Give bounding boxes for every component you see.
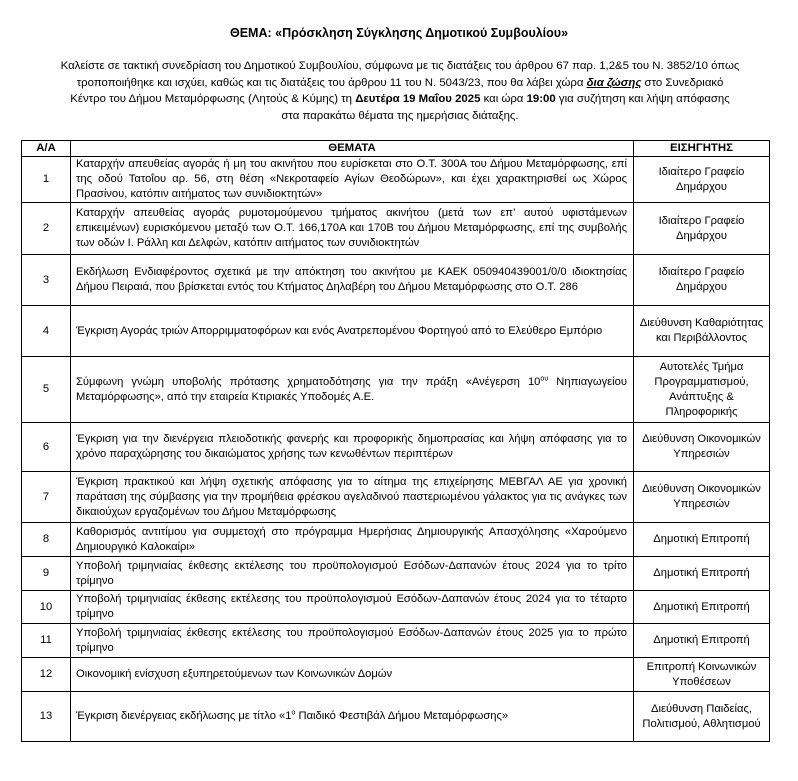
agenda-row: [22, 472, 770, 523]
agenda-item-reporter: Διεύθυνση Οικονομικών Υπηρεσιών: [634, 423, 770, 472]
agenda-item-topic: Έγκριση για την διενέργεια πλειοδοτικής φανερής και προφορικής δημοπρασίας και λήψη απόφασης για το χρόνο παραχώρησης του δικαιώματος χρήσης των κενωθέντων περιπτέρων: [71, 423, 634, 472]
agenda-item-number: 5: [22, 357, 71, 423]
topic-text: Έγκριση διενέργειας εκδήλωσης με τίτλο «1: [76, 710, 292, 722]
intro-text-3: και ώρα: [480, 93, 527, 105]
topic-superscript: ο: [291, 709, 296, 717]
agenda-item-reporter: Δημοτική Επιτροπή: [634, 557, 770, 591]
agenda-row: [22, 357, 770, 423]
agenda-item-reporter: Αυτοτελές Τμήμα Προγραμματισμού, Ανάπτυξης & Πληροφορικής: [634, 357, 770, 423]
agenda-row: [22, 203, 770, 255]
agenda-item-reporter: Δημοτική Επιτροπή: [634, 591, 770, 624]
topic-text-tail: Παιδικό Φεστιβάλ Δήμου Μεταμόρφωσης»: [295, 710, 509, 722]
agenda-item-reporter: Δημοτική Επιτροπή: [634, 523, 770, 557]
agenda-item-topic: Οικονομική ενίσχυση εξυπηρετούμενων των Κοινωνικών Δομών: [71, 658, 634, 692]
agenda-row: [22, 306, 770, 357]
agenda-item-number: 7: [22, 472, 71, 523]
agenda-item-topic: Υποβολή τριμηνιαίας έκθεσης εκτέλεσης του προϋπολογισμού Εσόδων-Δαπανών έτους 2024 για το τρίτο τρίμηνο: [71, 557, 634, 591]
agenda-item-number: 10: [22, 591, 71, 624]
agenda-item-number: 12: [22, 658, 71, 692]
agenda-item-topic: Καταρχήν απευθείας αγοράς ή μη του ακινήτου που ευρίσκεται στο Ο.Τ. 300Α του Δήμου Μεταμόρφωσης, επί της οδού Τατοΐου αρ. 56, στη θέση «Νεκροταφείο Αγίων Θεοδώρων», και έχει χαρακτηρισθεί ως Χώρος Πρασίνου, κατόπιν αιτήματος των συνιδιοκτητών»: [71, 157, 634, 203]
meeting-time: 19:00: [526, 93, 556, 105]
agenda-row: [22, 523, 770, 557]
agenda-row: [22, 624, 770, 658]
header-number: Α/Α: [22, 141, 71, 157]
agenda-row: [22, 157, 770, 203]
agenda-item-topic: Υποβολή τριμηνιαίας έκθεσης εκτέλεσης του προϋπολογισμού Εσόδων-Δαπανών έτους 2025 για το πρώτο τρίμηνο: [71, 624, 634, 658]
agenda-item-reporter: Ιδιαίτερο Γραφείο Δημάρχου: [634, 255, 770, 306]
topic-text-tail: Νηπιαγωγείου Μεταμόρφωσης», από την εταιρεία Κτιριακές Υποδομές Α.Ε.: [76, 375, 627, 403]
agenda-item-topic: [71, 357, 634, 423]
agenda-item-number: 2: [22, 203, 71, 255]
agenda-row: [22, 255, 770, 306]
agenda-item-reporter: Διεύθυνση Παιδείας, Πολιτισμού, Αθλητισμού: [634, 692, 770, 742]
agenda-item-reporter: Ιδιαίτερο Γραφείο Δημάρχου: [634, 203, 770, 255]
agenda-row: [22, 591, 770, 624]
header-topics: ΘΕΜΑΤΑ: [71, 141, 634, 157]
agenda-item-number: 6: [22, 423, 71, 472]
topic-text: Σύμφωνη γνώμη υποβολής πρότασης χρηματοδότησης για την πράξη «Ανέγερση 10: [76, 375, 541, 388]
header-reporter: ΕΙΣΗΓΗΤΗΣ: [634, 141, 770, 157]
agenda-item-number: 8: [22, 523, 71, 557]
meeting-date: Δευτέρα 19 Μαΐου 2025: [355, 93, 481, 105]
intro-text-4: για συζήτηση και λήψη απόφασης στα παρακάτω θέματα της ημερήσιας διάταξης.: [281, 93, 730, 122]
agenda-item-topic: [71, 692, 634, 742]
agenda-item-topic: Καταρχήν απευθείας αγοράς ρυμοτομούμενου τμήματος ακινήτου (μετά των επ’ αυτού υφιστάμενων επικειμένων) ευρισκόμενου μεταξύ των Ο.Τ. 166,170Α και 170Β του Δήμου Μεταμόρφωσης, επί της συμβολής των οδών Ι. Ράλλη και Δελφών, κατόπιν αιτήματος των συνιδιοκτητών: [71, 203, 634, 255]
agenda-item-topic: Έγκριση πρακτικού και λήψη σχετικής απόφασης για το αίτημα της επιχείρησης ΜΕΒΓΑΛ ΑΕ για χρονική παράταση της σύμβασης για την προμήθεια φρέσκου αγελαδινού παστεριωμένου γάλακτος για τις ανάγκες των δικαιούχων εργαζομένων του Δήμου Μεταμόρφωσης: [71, 472, 634, 523]
agenda-table: [21, 140, 770, 742]
agenda-item-topic: Εκδήλωση Ενδιαφέροντος σχετικά με την απόκτηση του ακινήτου με ΚΑΕΚ 050940439001/0/0 ιδιοκτησίας Δήμου Πειραιά, που βρίσκεται εντός του Κτήματος Δηλαβέρη του Δήμου Μεταμόρφωσης στο Ο.Τ. 286: [71, 255, 634, 306]
agenda-item-number: 11: [22, 624, 71, 658]
agenda-item-number: 3: [22, 255, 71, 306]
agenda-row: [22, 692, 770, 742]
agenda-row: [22, 423, 770, 472]
agenda-row: [22, 557, 770, 591]
agenda-item-reporter: Διεύθυνση Οικονομικών Υπηρεσιών: [634, 472, 770, 523]
meeting-mode: δια ζώσης: [586, 76, 642, 89]
agenda-row: [22, 658, 770, 692]
topic-superscript: ου: [540, 374, 549, 382]
intro-text-1: Καλείστε σε τακτική συνεδρίαση του Δημοτικού Συμβουλίου, σύμφωνα με τις διατάξεις του άρθρου 67 παρ. 1,2&5 του Ν. 3852/10 όπως τροποποιήθηκε και ισχύει, καθώς και τις διατάξεις του άρθρου 11 του Ν. 5043/23, που θα λάβει χώρα: [60, 60, 740, 89]
agenda-item-topic: Έγκριση Αγοράς τριών Απορριμματοφόρων και ενός Ανατρεπομένου Φορτηγού από το Ελεύθερο Εμπόριο: [71, 306, 634, 357]
agenda-item-reporter: Δημοτική Επιτροπή: [634, 624, 770, 658]
agenda-item-number: 4: [22, 306, 71, 357]
table-header-row: [22, 141, 770, 157]
agenda-item-topic: Καθορισμός αντιτίμου για συμμετοχή στο πρόγραμμα Ημερήσιας Δημιουργικής Απασχόλησης «Χαρούμενο Δημιουργικό Καλοκαίρι»: [71, 523, 634, 557]
intro-text-2: στο Συνεδριακό Κέντρο του Δήμου Μεταμόρφωσης (Λητούς & Κύμης) τη: [70, 76, 724, 105]
agenda-item-topic: Υποβολή τριμηνιαίας έκθεσης εκτέλεσης του προϋπολογισμού Εσόδων-Δαπανών έτους 2024 για το τέταρτο τρίμηνο: [71, 591, 634, 624]
agenda-item-reporter: Ιδιαίτερο Γραφείο Δημάρχου: [634, 157, 770, 203]
agenda-item-number: 9: [22, 557, 71, 591]
agenda-item-reporter: Διεύθυνση Καθαριότητας και Περιβάλλοντος: [634, 306, 770, 357]
document-title: ΘΕΜΑ: «Πρόσκληση Σύγκλησης Δημοτικού Συμβουλίου»: [229, 26, 569, 40]
agenda-item-reporter: Επιτροπή Κοινωνικών Υποθέσεων: [634, 658, 770, 692]
invitation-paragraph: [60, 58, 740, 124]
agenda-item-number: 13: [22, 692, 71, 742]
agenda-item-number: 1: [22, 157, 71, 203]
